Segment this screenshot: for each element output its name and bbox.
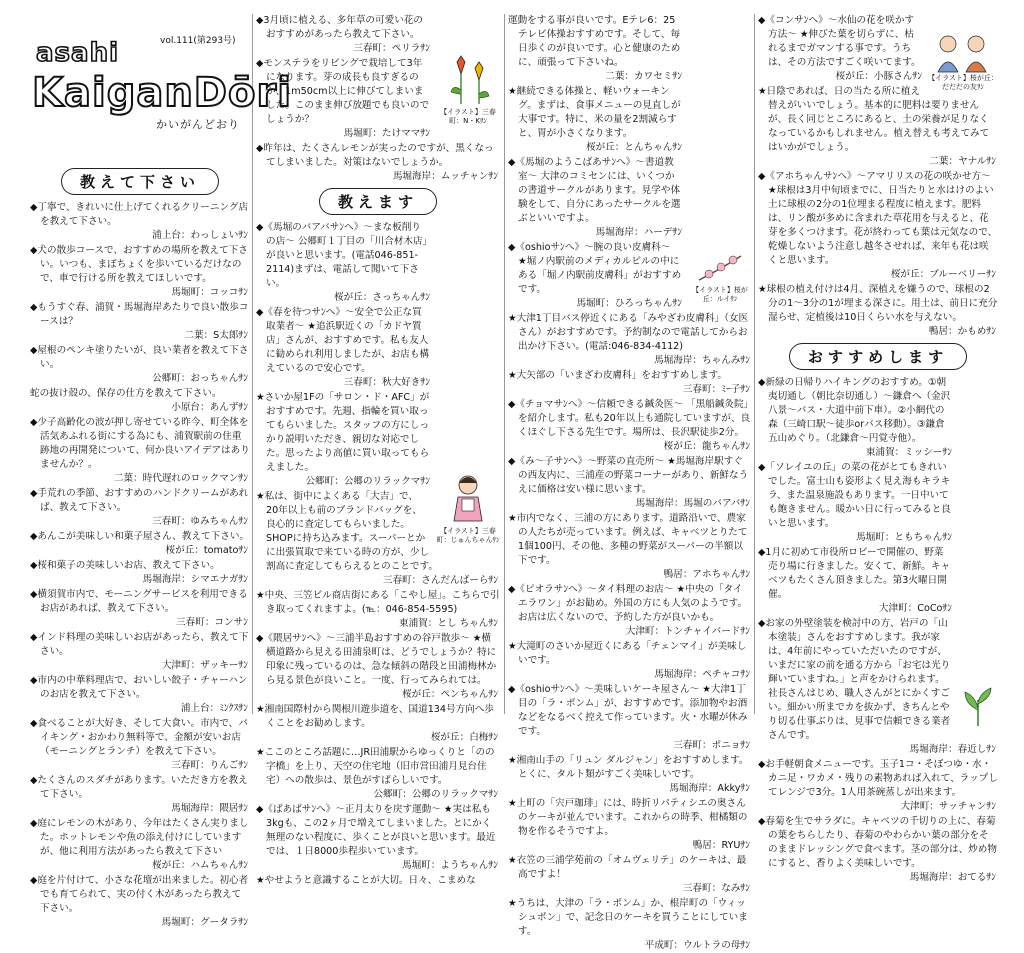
item-signature: 公郷町：公郷のリラックマｻﾝ bbox=[305, 476, 430, 487]
list-item bbox=[30, 301, 250, 343]
item-signature: 馬堀海岸：Akkyｻﾝ bbox=[669, 783, 750, 794]
item-text: ◆犬の散歩コースで、おすすめの場所を教えて下さい。いつも、まぼちょくを歩いているだけなので、車で行ける所を教えてほしいです。 bbox=[30, 245, 248, 284]
list-item bbox=[30, 487, 250, 529]
item-signature: 浦上台：ﾐﾝｸｽｻﾝ bbox=[180, 703, 248, 714]
list-item bbox=[508, 640, 752, 682]
item-signature: 浦上台：わっしょいｻﾝ bbox=[152, 230, 248, 241]
list-item bbox=[30, 201, 250, 243]
people-illustration: 【イラスト】桜が丘：だだだの友ｻﾝ bbox=[928, 32, 998, 92]
item-text: ★継続できる体操と、軽いウォーキング。まずは、食事メニューの見直しが大事です。特に、米の量を2割減らすと、胃が小さくなります。 bbox=[508, 86, 681, 139]
tulip-illustration: 【イラスト】三春町：N・Kｻﾝ bbox=[436, 54, 500, 126]
item-text: ◆《アホちゃんサﾝへ》〜アマリリスの花の咲かせ方〜 ★球根は3月中旬頃までに、日当たりと水はけのよい土に球根の2分の1位埋まる程度に植えます。肥料は、リン酸が多めに含まれた草花用を与えると、花芽を多くつけます。花が終わっても葉は元気なので、乾燥しないよう注意し越冬させれば、来年も花は咲くと思います。 bbox=[758, 171, 998, 266]
item-signature: 二葉：カワセミｻﾝ bbox=[605, 71, 682, 82]
item-text: ◆たくさんのスダチがあります。いただき方を教えて下さい。 bbox=[30, 775, 248, 800]
logo-kana: かいがんどおり bbox=[156, 118, 240, 131]
list-item bbox=[30, 244, 250, 300]
logo-kaigandori: KaiganDōri bbox=[32, 70, 292, 116]
item-text: ◆《馬堀のようこばあサﾝへ》〜書道教室〜 大津のコミセンには、いくつかの書道サークルがあります。見学や体験をして、自分にあったサークルを選ぶといいですよ。 bbox=[508, 157, 681, 224]
item-text: ◆インド料理の美味しいお店があったら、教えて下さい。 bbox=[30, 632, 249, 657]
item-text: ★やせようと意識することが大切。日々、こまめな bbox=[256, 875, 476, 886]
item-text: ◆《コンサﾝへ》〜水仙の花を咲かす方法〜 ★伸びた葉を切らずに、枯れるまでガマンする事です。うちは、その方法ですごく咲いてます。 bbox=[758, 15, 921, 68]
list-item bbox=[508, 14, 752, 84]
item-signature: 三春町：コンサﾝ bbox=[176, 617, 248, 628]
list-item bbox=[508, 797, 752, 853]
list-item bbox=[30, 387, 250, 415]
list-item bbox=[758, 461, 998, 545]
item-text: ◆食べることが大好き、そして大食い。市内で、バイキング・おかわり無料等で、金額が安いお店（モーニングとランチ）を教えて下さい。 bbox=[30, 718, 248, 757]
list-item bbox=[508, 854, 752, 896]
item-text: ◆あんこが美味しい和菓子屋さん、教えて下さい。 bbox=[30, 531, 250, 542]
item-signature: 馬堀海岸：春近しｻﾝ bbox=[909, 744, 996, 755]
item-signature: 桜が丘：ペンちゃんｻﾝ bbox=[402, 689, 498, 700]
tulip-icon bbox=[445, 54, 491, 108]
answer-list bbox=[256, 221, 500, 888]
item-text: ◆手荒れの季節、おすすめのハンドクリームがあれば、教えて下さい。 bbox=[30, 488, 249, 513]
list-item bbox=[256, 803, 500, 873]
list-item bbox=[758, 85, 998, 169]
list-item bbox=[508, 398, 752, 454]
item-signature: 馬堀町：たけママｻﾝ bbox=[343, 128, 430, 139]
item-signature: 馬堀海岸：ハーデｻﾝ bbox=[595, 227, 682, 238]
recommendation-list bbox=[758, 376, 998, 885]
item-text: ◆《oshioサﾝへ》〜腕の良い皮膚科〜 ★堀ノ内駅前のメディカルビルの中にある「堀ノ内駅前皮膚科」がおすすめです。 bbox=[508, 242, 682, 295]
item-signature: 三春町：ペリラｻﾝ bbox=[353, 43, 430, 54]
item-text: ◆《春を待つサﾝへ》〜安全で公正な買取業者〜 ★追浜駅近くの「カドヤ質店」さんが、おすすめです。私も友人に勧められ利用しましたが、お店も構えているので安心です。 bbox=[256, 307, 430, 374]
list-item bbox=[758, 546, 998, 616]
item-text: ◆「ソレイユの丘」の菜の花がとてもきれいでした。富士山も姿形よく見え海もキラキラ、また温泉施設もあります。一日中いても飽きません。暖かい日に行ってみると良いと思います。 bbox=[758, 462, 951, 529]
list-item bbox=[30, 344, 250, 386]
list-item bbox=[256, 589, 500, 631]
list-item bbox=[30, 874, 250, 930]
item-text: ◆少子高齢化の波が押し寄せている昨今、町全体を活気あふれる街にする為にも、浦賀駅前の住重跡地の再開発について、何か良いアイデアはありませんか？。 bbox=[30, 417, 250, 470]
item-text: ◆もうすぐ春、浦賀・馬堀海岸あたりで良い散歩コースは？ bbox=[30, 302, 249, 327]
item-signature: 三春町：ポニョｻﾝ bbox=[673, 740, 750, 751]
item-signature: 大津町：CoCoｻﾝ bbox=[878, 603, 952, 614]
column-rule bbox=[504, 14, 505, 714]
item-text: 蛇の抜け殻の、保存の仕方を教えて下さい。 bbox=[30, 388, 222, 399]
item-signature: 馬堀海岸：ムッチャンｻﾝ bbox=[392, 171, 498, 182]
item-signature: 鴨居：かもめｻﾝ bbox=[928, 326, 996, 337]
volume-number: vol.111(第293号) bbox=[160, 36, 236, 46]
item-signature: 東浦賀：ミッシーｻﾝ bbox=[865, 447, 952, 458]
item-signature: 公郷町：公郷のリラックマｻﾝ bbox=[373, 789, 498, 800]
section-heading-questions: 教えて下さい bbox=[30, 168, 250, 195]
item-text: ◆お家の外壁塗装を検討中の方、岩戸の「山本塗装」さんをおすすめします。我が家は、4年前にやっていただいたのですが、いまだに家の前を通る方から「お宅は光り輝いていますね。」と声をかけられます。社長さんはじめ、職人さんがとにかくすごい。細かい所までカを抜かず、きちんとやり切る仕事ぶりは、見事で信頼できる業者さんです。 bbox=[758, 618, 951, 741]
item-signature: 三春町：さんだんばーらｻﾝ bbox=[382, 575, 498, 586]
item-signature: 小原台：あんずｻﾝ bbox=[171, 402, 248, 413]
item-signature: 二葉：ヤナルｻﾝ bbox=[929, 156, 996, 167]
item-signature: 二葉：S太郎ｻﾝ bbox=[184, 330, 248, 341]
item-text: ◆屋根のペンキ塗りたいが、良い業者を教えて下さい。 bbox=[30, 345, 249, 370]
people-icon bbox=[930, 32, 996, 74]
column-4 bbox=[758, 14, 998, 883]
item-text: ◆3月頃に植える、多年草の可愛い花のおすすめがあったら教えて下さい。 bbox=[256, 15, 423, 40]
item-signature: 公郷町：おっちゃんｻﾝ bbox=[152, 373, 248, 384]
item-text: ◆《ばあばサﾝへ》〜正月太りを戻す運動〜 ★実は私も3kgも、この2ヶ月で増えてしまいました。とにかく無理のない程度に、歩くことが良いと思います。最近では、１日8000歩程歩いています。 bbox=[256, 804, 496, 857]
item-text: ★球根の植え付けは4月、深植えを嫌うので、球根の2分の1〜3分の1が埋まる深さに。用土は、前日に充分湿らせ、定植後は10日くらい水を与えない。 bbox=[758, 284, 998, 323]
item-signature: 三春町：秋大好きｻﾝ bbox=[343, 377, 430, 388]
item-signature: 馬堀海岸：ペチャコｻﾝ bbox=[654, 669, 750, 680]
item-text: ◆庭にレモンの木があり、今年はたくさん実りました。ホットレモンや魚の添え付けにしていますが、他に利用方法があったら教えて下さい bbox=[30, 818, 249, 857]
item-signature: 大津町：トンチャイバードｻﾝ bbox=[625, 626, 750, 637]
item-signature: 大津町：サッチャンｻﾝ bbox=[900, 801, 996, 812]
item-text: ◆庭を片付けて、小さな花壇が出来ました。初心者でも育てられて、実の付く木があったら教えて下さい。 bbox=[30, 875, 249, 914]
girl-icon bbox=[448, 471, 488, 527]
list-item bbox=[508, 683, 752, 753]
list-item bbox=[30, 631, 250, 673]
item-text: ★中央、三笠ビル商店街にある「こやし屋」。こちらで引き取ってくれますよ。(℡：046-854-5595) bbox=[256, 590, 500, 615]
column-rule bbox=[754, 14, 755, 714]
list-item bbox=[256, 142, 500, 184]
list-item bbox=[508, 85, 752, 155]
item-text: ◆桜和菓子の美味しいお店、教えて下さい。 bbox=[30, 560, 220, 571]
item-signature: 平成町：ウルトラの母ｻﾝ bbox=[644, 940, 750, 951]
item-text: ◆《隈居サﾝへ》〜三浦半島おすすめの谷戸散歩〜 ★横横道路から見える田浦泉町は、どうでしょうか？特に印象に残っているのは、急な傾斜の階段と田浦梅林から見る景色が良いこと。一度、行ってみられては。 bbox=[256, 633, 497, 686]
item-signature: 桜が丘：さっちゃんｻﾝ bbox=[334, 292, 430, 303]
sprout-icon bbox=[961, 688, 995, 728]
item-signature: 三春町：なみｻﾝ bbox=[682, 883, 750, 894]
item-text: ◆1月に初めて市役所ロビーで開催の、野菜売り場に行きました。安くて、新鮮。キャベツもたくさん頂きました。第3火曜日開催。 bbox=[758, 547, 951, 600]
item-text: ★市内でなく、三浦の方にあります。道路沿いで、農家の人たちが売っています。例えば、キャベツとりたて1個100円、その他、多種の野菜がスーパーの半額以下です。 bbox=[508, 513, 748, 566]
list-item bbox=[256, 632, 500, 702]
item-signature: 東浦賀：とし ちゃんｻﾝ bbox=[399, 618, 498, 629]
list-item bbox=[30, 717, 250, 773]
item-text: ★私は、街中によくある「大吉」で、20年以上も前のブランドバッグを、良心的に査定してもらいました。SHOPに持ち込みます。スーパーとかに出張買取で来ている時の方が、少し割高に査定してもらえるとのことです。 bbox=[256, 491, 438, 572]
item-text: ◆《馬堀のバアバサﾝへ》〜まな板削りの店〜 公郷町１丁目の「川合材木店」が良いと思います。(電話046-851-2114)まずは、電話して聞いて下さい。 bbox=[256, 222, 428, 289]
list-item bbox=[758, 815, 998, 885]
item-signature: 桜が丘：ハムちゃんｻﾝ bbox=[152, 860, 248, 871]
item-text: ★うちは、大津の「ラ・ポンム」か、根岸町の「ウィッシュボン」で、記念日のケーキを買うことにしています。 bbox=[508, 898, 748, 937]
list-item bbox=[758, 758, 998, 814]
item-text: ★さいか屋1Fの「サロン・ド・AFC」がおすすめです。先週、指輪を買い取ってもらいました。スタッフの方にしっかり説明いただき、親切な対応でした。思ったより高値に買い取ってもらえました。 bbox=[256, 392, 430, 473]
item-signature: 馬堀町：ようちゃんｻﾝ bbox=[402, 860, 498, 871]
item-signature: 馬堀町：ともちゃんｻﾝ bbox=[856, 532, 952, 543]
list-item bbox=[30, 588, 250, 630]
item-text: ◆お手軽朝食メニューです。玉子1コ・そぼつゆ・水・カニ足・ワカメ・残りの素物あれば入れて、ラップしてレンジで3分。1人用茶碗蒸しが出来ます。 bbox=[758, 759, 998, 798]
list-item bbox=[508, 369, 752, 397]
item-signature: 鴨居：アホちゃんｻﾝ bbox=[663, 569, 750, 580]
list-item bbox=[256, 703, 500, 745]
list-item bbox=[256, 14, 500, 56]
masthead bbox=[30, 14, 292, 164]
item-signature: 桜が丘：龍ちゃんｻﾝ bbox=[663, 441, 750, 452]
item-signature: 馬堀町：ひろっちゃんｻﾝ bbox=[576, 298, 682, 309]
item-text: ◆横須賀市内で、モーニングサービスを利用できるお店があれば、教えて下さい。 bbox=[30, 589, 248, 614]
list-item bbox=[508, 583, 752, 639]
girl-illustration: 【イラスト】三春町：じゅんちゃんｻﾝ bbox=[436, 471, 500, 545]
item-text: ◆《チョマサﾝへ》〜信頼できる鍼灸医〜 「黒船鍼灸院」を紹介します。私も20年以上も通院していますが、良くほぐし下さる先生です。場所は、長沢駅徒歩2分。 bbox=[508, 399, 751, 438]
flower-branch-icon bbox=[695, 250, 745, 286]
item-text: ◆新緑の日帰りハイキングのおすすめ。①朝夷切通し（朝比奈切通し）〜鎌倉へ（金沢八景〜バス・大道中前下車）。②小網代の森（三崎口駅〜徒歩orバス移動）。③鎌倉五山めぐり。（北鎌倉〜円覚寺他）。 bbox=[758, 377, 951, 444]
list-item bbox=[256, 306, 500, 390]
column-3 bbox=[508, 14, 752, 951]
item-text: ★湘南国際村から関根川遊歩道を、国道134号方向へ歩くことをお勧めします。 bbox=[256, 704, 494, 729]
item-text: ◆《oshioサﾝへ》〜美味しいケーキ屋さん〜 ★大津1丁目の「ラ・ポンム」が、おすすめです。添加物やお酒などをなるべく控えて作っています。火・水曜が休みです。 bbox=[508, 684, 748, 737]
item-signature: 馬堀海岸：馬堀のバアバｻﾝ bbox=[635, 498, 750, 509]
item-signature: 鴨居：RYUｻﾝ bbox=[692, 840, 750, 851]
item-signature: 馬堀海岸：隈居ｻﾝ bbox=[171, 803, 248, 814]
item-signature: 馬堀町：グータラｻﾝ bbox=[161, 917, 248, 928]
item-signature: 三春町：りんごｻﾝ bbox=[171, 760, 248, 771]
section-heading-answers: 教えます bbox=[256, 188, 500, 215]
item-text: ◆市内の中華料理店で、おいしい餃子・チャーハンのお店を教えて下さい。 bbox=[30, 675, 248, 700]
item-signature: 桜が丘：ブルーベリーｻﾝ bbox=[890, 269, 996, 280]
list-item bbox=[508, 512, 752, 582]
item-signature: 桜が丘：とんちゃんｻﾝ bbox=[586, 142, 682, 153]
item-text: ◆春菊を生でサラダに。キャベツの千切りの上に、春菊の葉をちらしたり、春菊のやわらかい葉の部分をそのままドレッシングで食べます。茎の部分は、炒め物にすると、香りよく美味しいです。 bbox=[758, 816, 997, 869]
item-signature: 桜が丘：tomatoｻﾝ bbox=[165, 545, 248, 556]
list-item bbox=[758, 376, 998, 460]
list-item bbox=[758, 617, 998, 757]
list-item bbox=[30, 530, 250, 558]
item-text: ★ここのところ話題に…JR田浦駅からゆっくりと「のの字橋」を上り、天空の住宅地（旧市営田浦月見台住宅）への散歩は、景色がすばらしいです。 bbox=[256, 747, 495, 786]
answer-list-continued bbox=[508, 14, 752, 953]
item-signature: 桜が丘：白梅ｻﾝ bbox=[430, 732, 498, 743]
list-item bbox=[508, 455, 752, 511]
item-text: ◆《ピオラサﾝへ》〜タイ料理のお店〜 ★中央の「タイ エラワン」がお勧め。外国の方にも人気のようです。お店は広くないので、予約した方が良いかも。 bbox=[508, 584, 748, 623]
item-signature: 馬堀町：コッコｻﾝ bbox=[171, 287, 248, 298]
item-text: ★湘南山手の「リュン ダルジャン」をおすすめします。とくに、タルト類がすごく美味しいです。 bbox=[508, 755, 749, 780]
item-signature: 桜が丘：小豚さんｻﾝ bbox=[835, 71, 922, 82]
item-text: ◆《み～子サﾝへ》〜野菜の直売所〜 ★馬堀海岸駅すぐの西友内に、三浦産の野菜コーナーがあり、新鮮なうえに価格は安い様に思います。 bbox=[508, 456, 749, 495]
item-signature: 馬堀海岸：シマエナガｻﾝ bbox=[142, 574, 248, 585]
list-item bbox=[508, 156, 752, 240]
column-1 bbox=[30, 14, 292, 928]
item-text: ◆昨年は、たくさんレモンが実ったのですが、黒くなってしまいました。対策はないでしょうか。 bbox=[256, 143, 494, 168]
item-signature: 大津町：ザッキーｻﾝ bbox=[161, 660, 248, 671]
list-item bbox=[508, 312, 752, 368]
item-signature: 馬堀海岸：おてるｻﾝ bbox=[909, 872, 996, 883]
item-text: ★大矢部の「いまざわ皮膚科」をおすすめします。 bbox=[508, 370, 727, 381]
item-text: ★上町の「宍戸珈琲」には、時折リパティシエの奥さんのケーキが並んでいます。これからの時季、柑橘類の物を作るそうですよ。 bbox=[508, 798, 748, 837]
item-text: 運動をする事が良いです。Eテレ6：25テレビ体操おすすめです。そして、毎日歩くのが良いです。心と健康のために、頑張って下さいね。 bbox=[508, 15, 681, 68]
list-item bbox=[30, 674, 250, 716]
list-item bbox=[30, 559, 250, 587]
item-signature: 馬堀海岸：ちゃんみｻﾝ bbox=[654, 355, 750, 366]
item-text: ★大滝町のさいか屋近くにある「チェンマイ」が美味しいです。 bbox=[508, 641, 747, 666]
column-rule bbox=[252, 14, 253, 714]
item-signature: 三春町：ﾐｰ子ｻﾝ bbox=[682, 384, 750, 395]
item-text: ★日陰であれば、日の当たる所に植え替えがいいでしょう。基本的に肥料は要りませんが、長く同じところにあると、土の栄養が足りなくなっているかもしれません。植え替えも考えてみてはいかがでしょう。 bbox=[758, 86, 990, 153]
list-item bbox=[508, 754, 752, 796]
list-item bbox=[30, 774, 250, 816]
flower-branch-illustration: 【イラスト】桜が丘：ルイｻﾝ bbox=[688, 250, 752, 304]
list-item bbox=[758, 283, 998, 339]
list-item bbox=[30, 416, 250, 486]
list-item bbox=[256, 746, 500, 802]
logo-asahi: asahi bbox=[36, 38, 119, 68]
column-2 bbox=[256, 14, 500, 886]
list-item bbox=[256, 221, 500, 305]
sprout-illustration bbox=[958, 688, 998, 728]
list-item bbox=[508, 897, 752, 953]
item-text: ★大津1丁目バス停近くにある「みやざわ皮膚科」（女医さん）がおすすめです。予約制なので電話してからお出かけ下さい。(電話:046-834-4112) bbox=[508, 313, 749, 352]
item-text: ◆丁寧で、きれいに仕上げてくれるクリーニング店を教えて下さい。 bbox=[30, 202, 249, 227]
item-text: ★衣笠の三浦学苑前の「オムヴェリテ」のケーキは、最高ですよ！ bbox=[508, 855, 747, 880]
question-list bbox=[30, 201, 250, 930]
list-item bbox=[256, 874, 500, 888]
item-text: ◆モンステラをリビングで栽培して3年になります。芽の成長も良すぎるのか、1m50cm以上に伸びてしまいました。このまま伸び放題でも良いのでしょうか？ bbox=[256, 58, 430, 125]
item-signature: 二葉：時代遅れのロックマンｻﾝ bbox=[113, 473, 248, 484]
list-item bbox=[758, 170, 998, 282]
section-heading-recommendations: おすすめします bbox=[758, 343, 998, 370]
list-item bbox=[30, 817, 250, 873]
item-signature: 三春町：ゆみちゃんｻﾝ bbox=[152, 516, 248, 527]
